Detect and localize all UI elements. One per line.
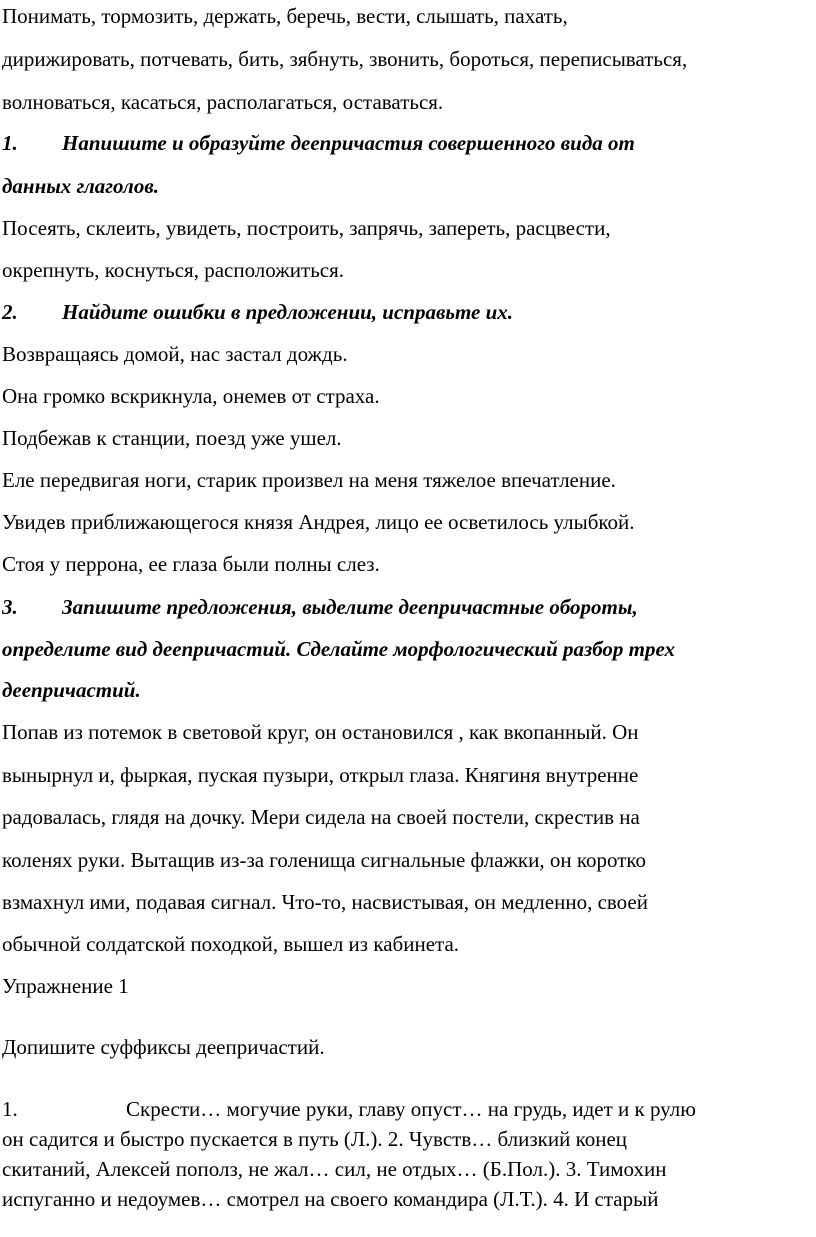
task3-heading-line-3: деепричастий.	[2, 678, 141, 702]
task2-number: 2.	[2, 300, 18, 324]
task3-body-line: Попав из потемок в световой круг, он остановился , как вкопанный. Он	[2, 720, 639, 744]
exercise1-instruction: Допишите суффиксы деепричастий.	[2, 1035, 325, 1059]
task3-body-line: обычной солдатской походкой, вышел из кабинета.	[2, 932, 460, 956]
task3-body-line: вынырнул и, фыркая, пуская пузыри, открыл глаза. Княгиня внутренне	[2, 763, 639, 787]
task2-heading	[2, 299, 513, 325]
task3-heading	[2, 594, 638, 620]
task1-body-line-1: Посеять, склеить, увидеть, построить, запрячь, запереть, расцвести,	[2, 216, 611, 240]
task2-sentence: Увидев приближающегося князя Андрея, лицо ее осветилось улыбкой.	[2, 510, 635, 534]
task3-heading-line-1: Запишите предложения, выделите деепричастные обороты,	[62, 595, 638, 619]
task2-sentence: Она громко вскрикнула, онемев от страха.	[2, 384, 380, 408]
task3-number: 3.	[2, 595, 18, 619]
task2-heading-text: Найдите ошибки в предложении, исправьте их.	[62, 300, 514, 324]
intro-line-1: Понимать, тормозить, держать, беречь, вести, слышать, пахать,	[2, 4, 568, 28]
task3-body-line: радовалась, глядя на дочку. Мери сидела на своей постели, скрестив на	[2, 805, 640, 829]
exercise1-number: 1.	[2, 1097, 18, 1121]
task1-heading	[2, 130, 635, 156]
task2-sentence: Еле передвигая ноги, старик произвел на меня тяжелое впечатление.	[2, 468, 616, 492]
intro-line-3: волноваться, касаться, располагаться, оставаться.	[2, 90, 444, 114]
task1-number: 1.	[2, 131, 18, 155]
task1-heading-line-1: Напишите и образуйте деепричастия совершенного вида от	[62, 131, 635, 155]
task2-sentence: Подбежав к станции, поезд уже ушел.	[2, 426, 342, 450]
exercise1-line: он садится и быстро пускается в путь (Л.). 2. Чувств… близкий конец	[2, 1127, 628, 1151]
task1-heading-line-2: данных глаголов.	[2, 174, 159, 198]
task1-body-line-2: окрепнуть, коснуться, расположиться.	[2, 258, 344, 282]
exercise1-line-1	[2, 1094, 696, 1124]
task2-sentence: Стоя у перрона, ее глаза были полны слез.	[2, 552, 380, 576]
exercise1-line-1-text: Скрести… могучие руки, главу опуст… на грудь, идет и к рулю	[126, 1097, 696, 1121]
exercise1-line: скитаний, Алексей пополз, не жал… сил, не отдых… (Б.Пол.). 3. Тимохин	[2, 1157, 667, 1181]
task2-sentence: Возвращаясь домой, нас застал дождь.	[2, 342, 348, 366]
intro-line-2: дирижировать, потчевать, бить, зябнуть, звонить, бороться, переписываться,	[2, 47, 688, 71]
task3-body-line: коленях руки. Вытащив из-за голенища сигнальные флажки, он коротко	[2, 848, 647, 872]
task3-body-line: взмахнул ими, подавая сигнал. Что-то, насвистывая, он медленно, своей	[2, 890, 648, 914]
task3-heading-line-2: определите вид деепричастий. Сделайте морфологический разбор трех	[2, 637, 676, 661]
exercise1-line: испуганно и недоумев… смотрел на своего командира (Л.Т.). 4. И старый	[2, 1187, 659, 1211]
exercise1-title: Упражнение 1	[2, 974, 129, 998]
